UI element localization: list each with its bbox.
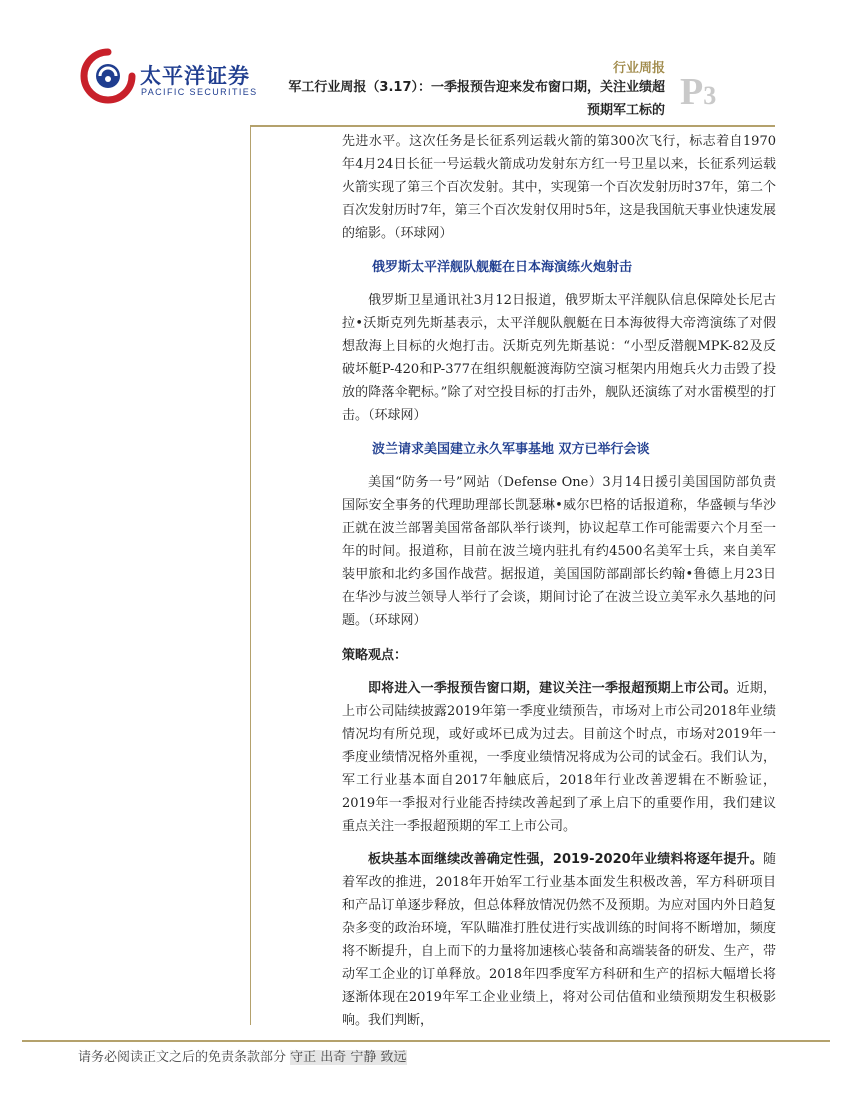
footer-motto: 守正 出奇 宁静 致远 (290, 1050, 407, 1065)
header-divider (250, 125, 775, 127)
main-content (342, 130, 776, 1032)
strategy-2-lead: 板块基本面继续改善确定性强，2019-2020年业绩料将逐年提升。 (368, 852, 763, 867)
footer-disclaimer: 请务必阅读正文之后的免责条款部分 (78, 1050, 287, 1065)
strategy-1-text: 近期，上市公司陆续披露2019年第一季度业绩预告，市场对上市公司2018年业绩情况均有所兑现，或好或坏已成为过去。目前这个时点，市场对2019年一季度业绩情况格外重视，一季度业绩情况将成为公司的试金石。我们认为，军工行业基本面自2017年触底后，2018年行业改善逻辑在不断验证，2019年一季报对行业能否持续改善起到了承上启下的重要作用，我们建议重点关注一季报超预期的军工上市公司。 (342, 681, 776, 834)
report-title-line2: 预期军工标的 (586, 103, 665, 118)
strategy-2-text: 随着军改的推进，2018年开始军工行业基本面发生积极改善，军方科研项目和产品订单逐步释放，但总体释放情况仍然不及预期。为应对国内外日趋复杂多变的政治环境，军队瞄准打胜仗进行实战训练的时间将不断增加，频度将不断提升，自上而下的力量将加速核心装备和高端装备的研发、生产，带动军工企业的订单释放。2018年四季度军方科研和生产的招标大幅增长将逐渐体现在2019年军工企业业绩上，将对公司估值和业绩预期发生积极影响。我们判断， (342, 852, 776, 1028)
report-type-label: 行业周报 (612, 61, 665, 76)
paragraph-russia: 俄罗斯卫星通讯社3月12日报道，俄罗斯太平洋舰队信息保障处长尼古拉•沃斯克列先斯基表示，太平洋舰队舰艇在日本海彼得大帝湾演练了对假想敌海上目标的火炮打击。沃斯克列先斯基说：“小型反潜舰MPK-82及反破坏艇P-420和P-377在组织舰艇渡海防空演习框架内用炮兵火力击毁了投放的降落伞靶标。”除了对空投目标的打击外，舰队还演练了对水雷模型的打击。（环球网） (342, 293, 776, 423)
paragraph-strategy-2 (342, 848, 776, 1032)
paragraph-launch: 先进水平。这次任务是长征系列运载火箭的第300次飞行，标志着自1970年4月24日长征一号运载火箭成功发射东方红一号卫星以来，长征系列运载火箭实现了第三个百次发射。其中，实现第一个百次发射历时37年，第二个百次发射历时7年，第三个百次发射仅用时5年，这是我国航天事业快速发展的缩影。（环球网） (342, 134, 776, 241)
company-name-cn: 太平洋证券 (140, 64, 250, 88)
strategy-1-lead: 即将进入一季报预告窗口期，建议关注一季报超预期上市公司。 (368, 681, 737, 696)
left-margin-rule (250, 125, 251, 1025)
footer-divider (22, 1040, 830, 1042)
paragraph-strategy-1 (342, 677, 776, 838)
page-number (680, 70, 716, 114)
page-number-value: 3 (703, 81, 717, 110)
news-heading-russia: 俄罗斯太平洋舰队舰艇在日本海演练火炮射击 (372, 260, 633, 275)
footer (78, 1046, 407, 1065)
report-title-line1: 军工行业周报（3.17）：一季报预告迎来发布窗口期，关注业绩超 (288, 80, 665, 95)
page-label: P (680, 71, 704, 113)
news-heading-poland: 波兰请求美国建立永久军事基地 双方已举行会谈 (372, 442, 650, 457)
company-name-en: PACIFIC SECURITIES (141, 87, 258, 97)
pacific-securities-logo-icon (78, 46, 138, 106)
paragraph-poland: 美国“防务一号”网站（Defense One）3月14日援引美国国防部负责国际安全事务的代理助理部长凯瑟琳•威尔巴格的话报道称，华盛顿与华沙正就在波兰部署美国常备部队举行谈判，协议起草工作可能需要六个月至一年的时间。报道称，目前在波兰境内驻扎有约4500名美军士兵，来自美军装甲旅和北约多国作战营。据报道，美国国防部副部长约翰•鲁德上月23日在华沙与波兰领导人举行了会谈，期间讨论了在波兰设立美军永久基地的问题。（环球网） (342, 475, 776, 628)
strategy-section-label: 策略观点： (342, 648, 408, 663)
report-title (205, 76, 665, 122)
